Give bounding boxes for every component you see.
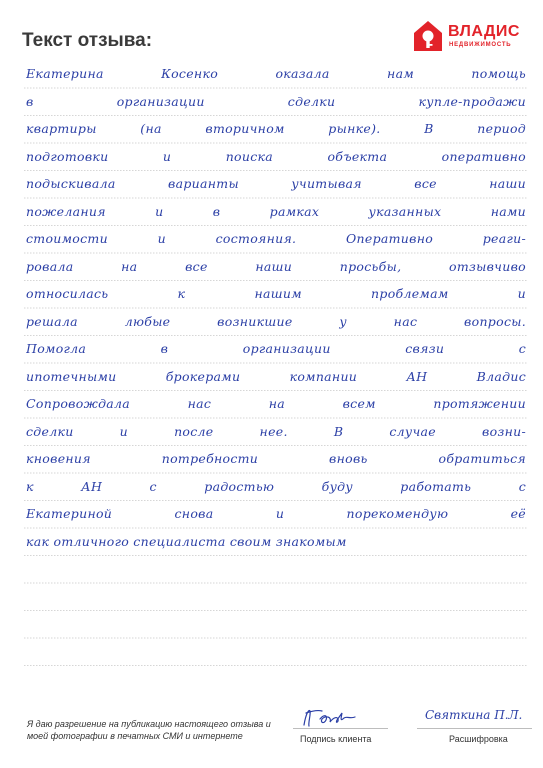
review-line: Сопровождала нас на всем протяжении — [26, 396, 526, 411]
review-line: решала любые возникшие у нас вопросы. — [26, 313, 526, 329]
signature-line — [293, 728, 388, 729]
review-line: квартиры (на вторичном рынке). В период — [26, 121, 526, 136]
review-handwritten-text — [26, 60, 526, 555]
review-line: стоимости и состояния. Оперативно реаги- — [26, 231, 526, 246]
decoding-label: Расшифровка — [449, 734, 508, 744]
review-line: ипотечными брокерами компании АН Владис — [26, 368, 526, 384]
decoding-value: Святкина П.Л. — [425, 708, 523, 722]
publication-consent-text: Я даю разрешение на публикацию настоящего отзыва и моей фотографии в печатных СМИ и интернете — [27, 719, 271, 741]
review-line: Екатерина Косенко оказала нам помощь — [26, 66, 526, 81]
logo-name: ВЛАДИС — [448, 23, 520, 40]
review-line: Екатериной снова и порекомендую её — [26, 506, 526, 521]
review-line: к АН с радостью буду работать с — [26, 478, 526, 494]
page-title: Текст отзыва: — [22, 30, 153, 51]
review-line: подыскивала варианты учитывая все наши — [26, 176, 526, 191]
review-line: ровала на все наши просьбы, отзывчиво — [26, 258, 526, 274]
review-line: относилась к нашим проблемам и — [26, 286, 526, 301]
review-line: сделки и после нее. В случае возни- — [26, 423, 526, 439]
logo-subtitle: НЕДВИЖИМОСТЬ — [449, 42, 512, 48]
review-line: пожелания и в рамках указанных нами — [26, 203, 526, 219]
review-line: как отличного специалиста своим знакомым — [26, 533, 347, 549]
review-line: кновения потребности вновь обратиться — [26, 451, 526, 466]
review-line: в организации сделки купле-продажи — [26, 93, 526, 109]
decoding-line — [417, 728, 532, 729]
review-line: подготовки и поиска объекта оперативно — [26, 148, 526, 164]
signature-label: Подпись клиента — [300, 734, 372, 744]
review-line: Помогла в организации связи с — [26, 341, 526, 356]
